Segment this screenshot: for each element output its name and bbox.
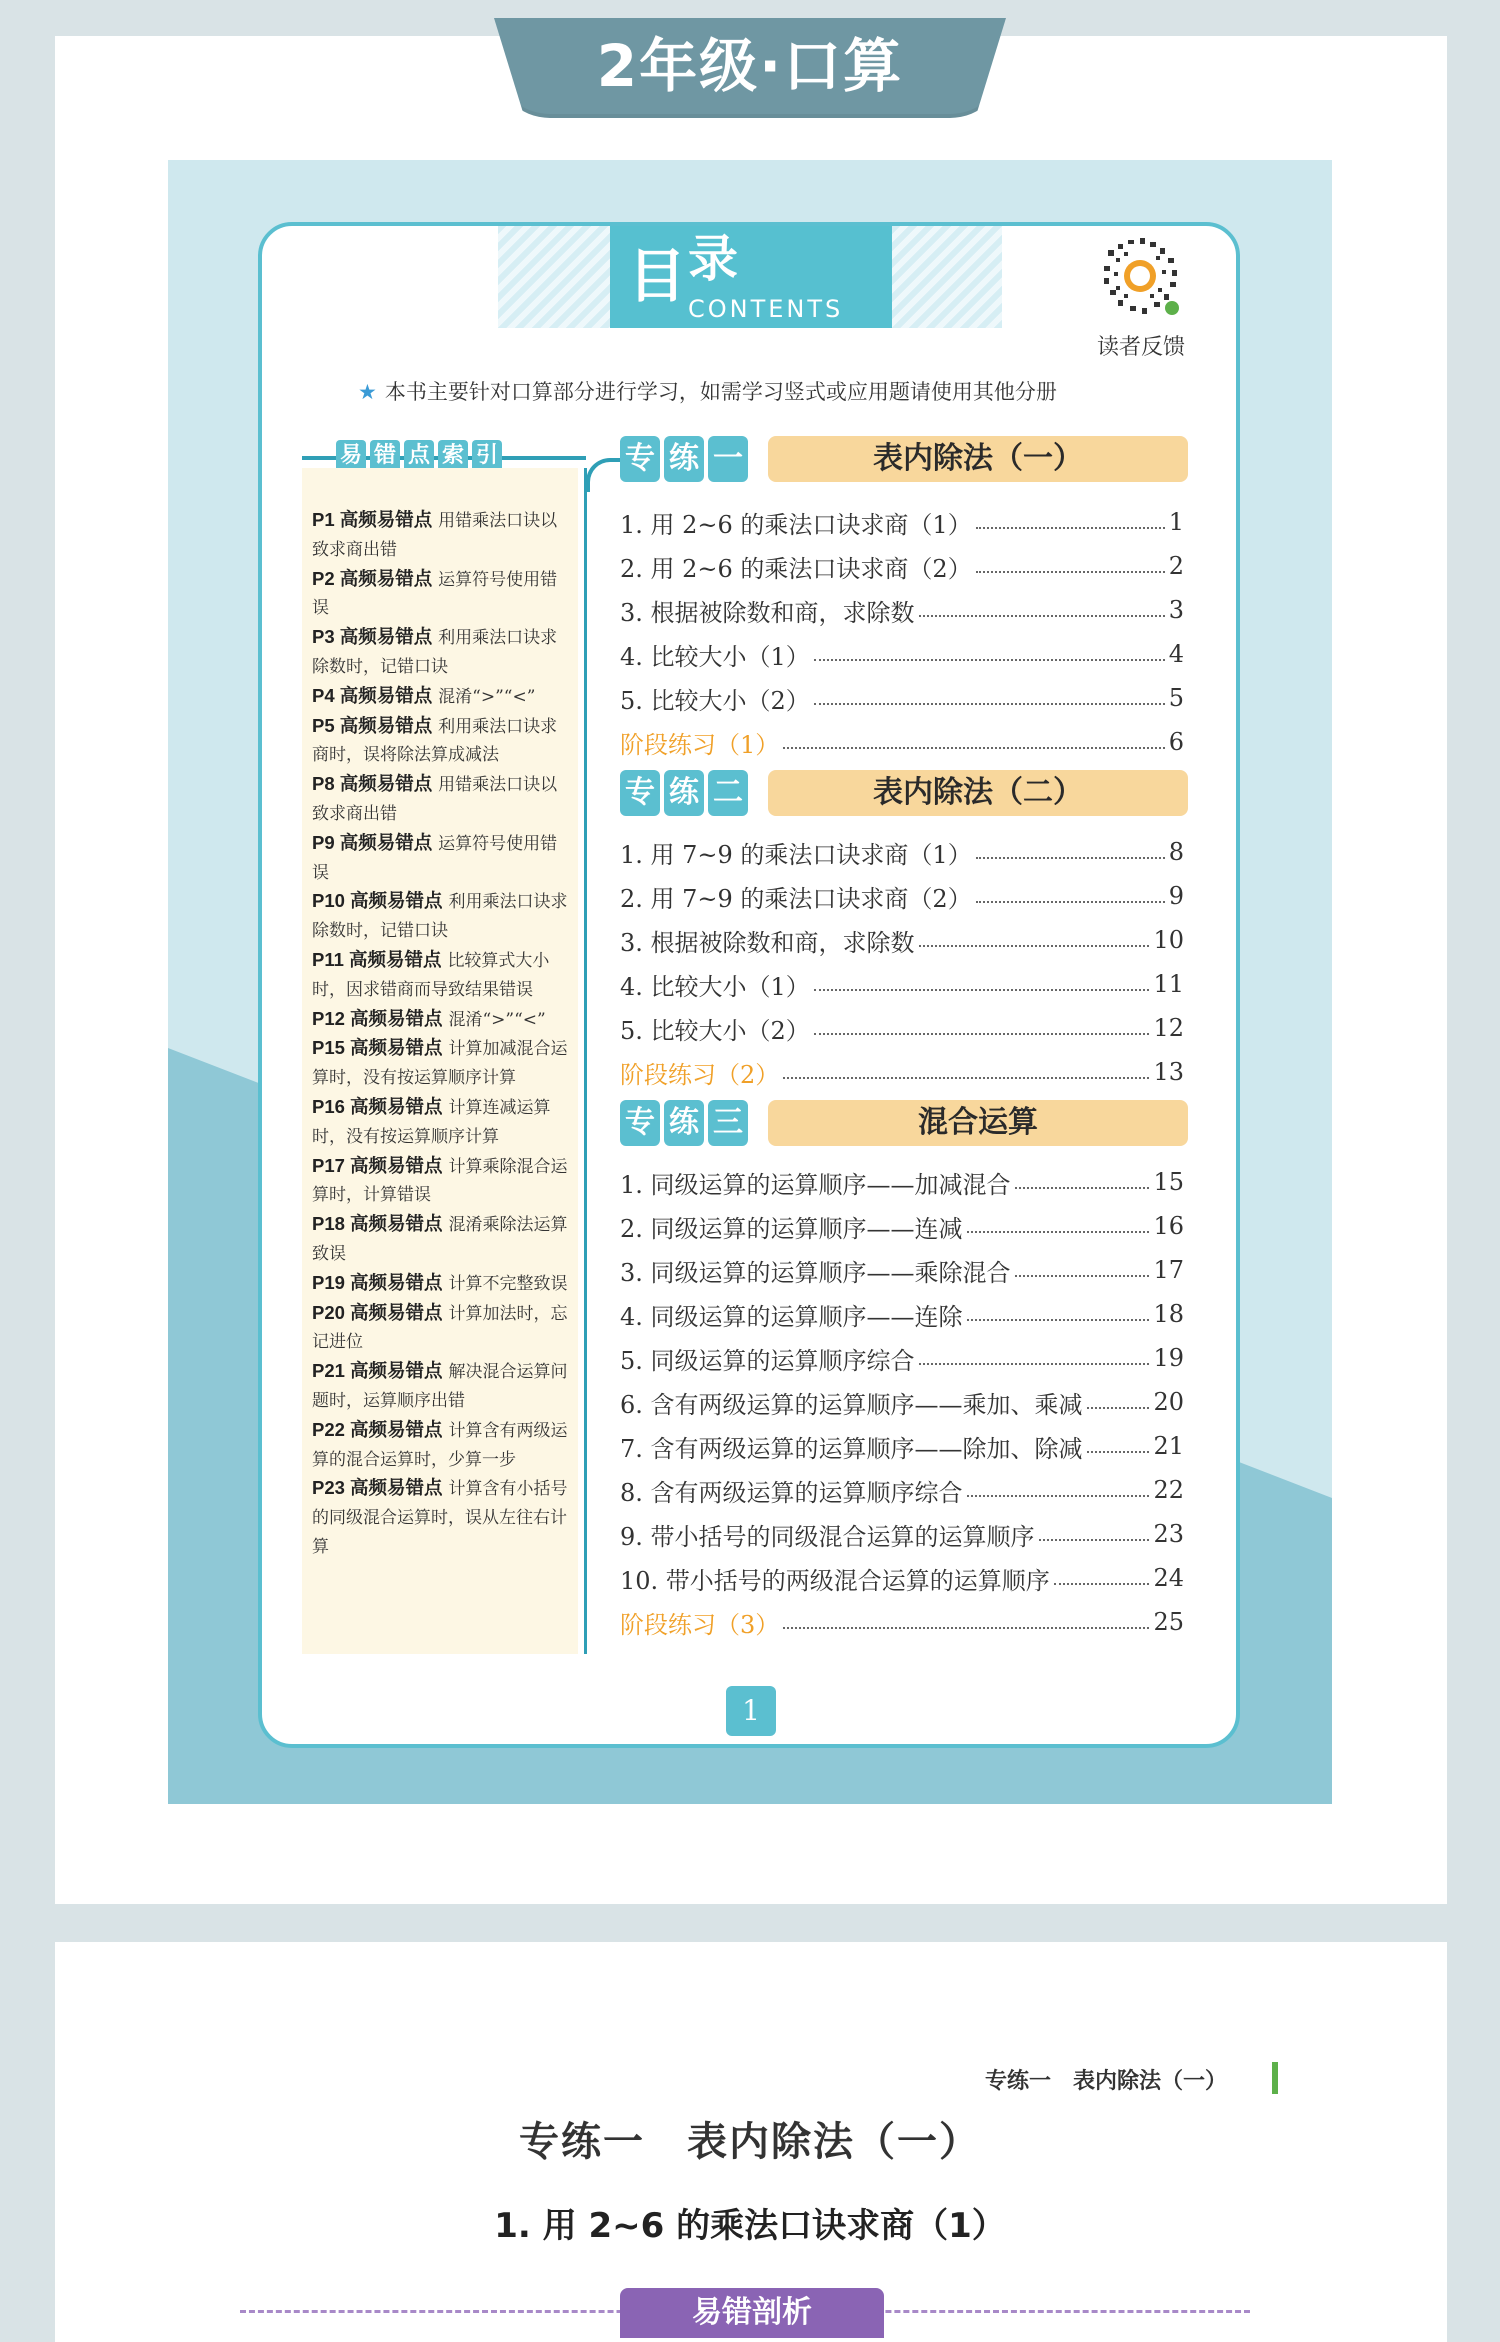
toc-row-stage[interactable]: 阶段练习（1） 6 [620, 728, 1184, 759]
index-title-char: 索 [438, 440, 468, 472]
index-item[interactable]: P16 高频易错点 计算连减运算时，没有按运算顺序计算 [312, 1095, 551, 1147]
toc-row[interactable]: 7. 含有两级运算的运算顺序——除加、除减 21 [620, 1432, 1184, 1463]
index-item[interactable]: P10 高频易错点 利用乘法口诀求除数时，记错口诀 [312, 890, 568, 942]
page-number: 1 [726, 1686, 776, 1736]
toc-row[interactable]: 1. 用 7~9 的乘法口诀求商（1） 8 [620, 838, 1184, 869]
toc-row[interactable]: 6. 含有两级运算的运算顺序——乘加、乘减 20 [620, 1388, 1184, 1419]
index-title-char: 引 [472, 440, 502, 472]
index-item[interactable]: P17 高频易错点 计算乘除混合运算时，计算错误 [312, 1154, 568, 1206]
section-tag [620, 436, 748, 482]
index-item[interactable]: P18 高频易错点 混淆乘除法运算致误 [312, 1213, 568, 1264]
toc-row[interactable]: 4. 比较大小（1） 4 [620, 640, 1184, 671]
notice-text: 本书主要针对口算部分进行学习，如需学习竖式或应用题请使用其他分册 [384, 380, 1057, 404]
index-item[interactable]: P22 高频易错点 计算含有两级运算的混合运算时，少算一步 [312, 1418, 568, 1470]
index-title-char: 错 [370, 440, 400, 472]
toc-row[interactable]: 3. 同级运算的运算顺序——乘除混合 17 [620, 1256, 1184, 1287]
contents-header-en: CONTENTS [688, 295, 844, 323]
section-name: 表内除法（一） [768, 436, 1188, 482]
index-item[interactable]: P20 高频易错点 计算加法时，忘记进位 [312, 1301, 568, 1353]
index-divider [584, 468, 587, 1654]
toc-row[interactable]: 5. 比较大小（2） 12 [620, 1014, 1184, 1045]
toc-row[interactable]: 10. 带小括号的两级混合运算的运算顺序 24 [620, 1564, 1184, 1595]
chapter-title: 专练一 表内除法（一） [519, 2118, 981, 2165]
toc-row[interactable]: 1. 用 2~6 的乘法口诀求商（1） 1 [620, 508, 1184, 539]
section-tag-char: 练 [664, 770, 704, 816]
index-item[interactable]: P4 高频易错点 混淆“>”“<” [312, 684, 536, 707]
section-tag-char: 练 [664, 436, 704, 482]
index-item[interactable]: P3 高频易错点 利用乘法口诀求除数时，记错口诀 [312, 626, 558, 677]
toc-row[interactable]: 5. 比较大小（2） 5 [620, 684, 1184, 715]
index-item[interactable]: P19 高频易错点 计算不完整致误 [312, 1271, 568, 1294]
toc-row[interactable]: 9. 带小括号的同级混合运算的运算顺序 23 [620, 1520, 1184, 1551]
section-tag-char: 专 [620, 770, 660, 816]
index-list [312, 506, 574, 1562]
index-item[interactable]: P12 高频易错点 混淆“>”“<” [312, 1007, 546, 1030]
contents-header-big: 目 [628, 242, 687, 310]
section-tag-char: 二 [708, 770, 748, 816]
qr-label: 读者反馈 [1096, 335, 1185, 360]
section-tag [620, 1100, 748, 1146]
qr-code-icon[interactable] [1094, 230, 1186, 322]
banner-title: 2年级·口算 [596, 32, 904, 100]
toc-row[interactable]: 8. 含有两级运算的运算顺序综合 22 [620, 1476, 1184, 1507]
header-hatch-right [892, 226, 1002, 328]
index-item[interactable]: P9 高频易错点 运算符号使用错误 [312, 831, 558, 883]
index-title-char: 易 [336, 440, 366, 472]
index-item[interactable]: P5 高频易错点 利用乘法口诀求商时，误将除法算成减法 [312, 714, 558, 766]
section-tag-char: 三 [708, 1100, 748, 1146]
index-item[interactable]: P2 高频易错点 运算符号使用错误 [312, 567, 558, 619]
lesson-title: 1. 用 2~6 的乘法口诀求商（1） [494, 2206, 1006, 2246]
toc-row[interactable]: 2. 同级运算的运算顺序——连减 16 [620, 1212, 1184, 1243]
star-icon: ★ [358, 380, 377, 404]
header-hatch-left [498, 226, 610, 328]
analysis-tag: 易错剖析 [620, 2288, 884, 2338]
toc-row-stage[interactable]: 阶段练习（3） 25 [620, 1608, 1184, 1639]
section-tag-char: 专 [620, 1100, 660, 1146]
section-tag-char: 练 [664, 1100, 704, 1146]
index-item[interactable]: P15 高频易错点 计算加减混合运算时，没有按运算顺序计算 [312, 1037, 568, 1089]
index-item[interactable]: P8 高频易错点 用错乘法口诀以致求商出错 [312, 773, 558, 824]
toc-row[interactable]: 2. 用 2~6 的乘法口诀求商（2） 2 [620, 552, 1184, 583]
running-head: 专练一 表内除法（一） [985, 2069, 1228, 2094]
notice [358, 376, 1178, 406]
contents-header-small: 录 [688, 230, 738, 288]
section-tag-char: 一 [708, 436, 748, 482]
toc-row[interactable]: 3. 根据被除数和商，求除数 10 [620, 926, 1184, 957]
index-item[interactable]: P21 高频易错点 解决混合运算问题时，运算顺序出错 [312, 1360, 568, 1411]
toc-row[interactable]: 3. 根据被除数和商，求除数 3 [620, 596, 1184, 627]
contents-header [610, 226, 892, 328]
index-title-char: 点 [404, 440, 434, 472]
section-tag [620, 770, 748, 816]
index-item[interactable]: P1 高频易错点 用错乘法口诀以致求商出错 [312, 509, 558, 560]
section-name: 混合运算 [768, 1100, 1188, 1146]
toc-row[interactable]: 4. 比较大小（1） 11 [620, 970, 1184, 1001]
section-name: 表内除法（二） [768, 770, 1188, 816]
running-head-mark [1272, 2062, 1278, 2094]
toc-row[interactable]: 2. 用 7~9 的乘法口诀求商（2） 9 [620, 882, 1184, 913]
toc-row-stage[interactable]: 阶段练习（2） 13 [620, 1058, 1184, 1089]
toc-row[interactable]: 5. 同级运算的运算顺序综合 19 [620, 1344, 1184, 1375]
section-tag-char: 专 [620, 436, 660, 482]
toc-row[interactable]: 1. 同级运算的运算顺序——加减混合 15 [620, 1168, 1184, 1199]
index-item[interactable]: P23 高频易错点 计算含有小括号的同级混合运算时，误从左往右计算 [312, 1477, 568, 1557]
index-item[interactable]: P11 高频易错点 比较算式大小时，因求错商而导致结果错误 [312, 948, 550, 1000]
toc-row[interactable]: 4. 同级运算的运算顺序——连除 18 [620, 1300, 1184, 1331]
